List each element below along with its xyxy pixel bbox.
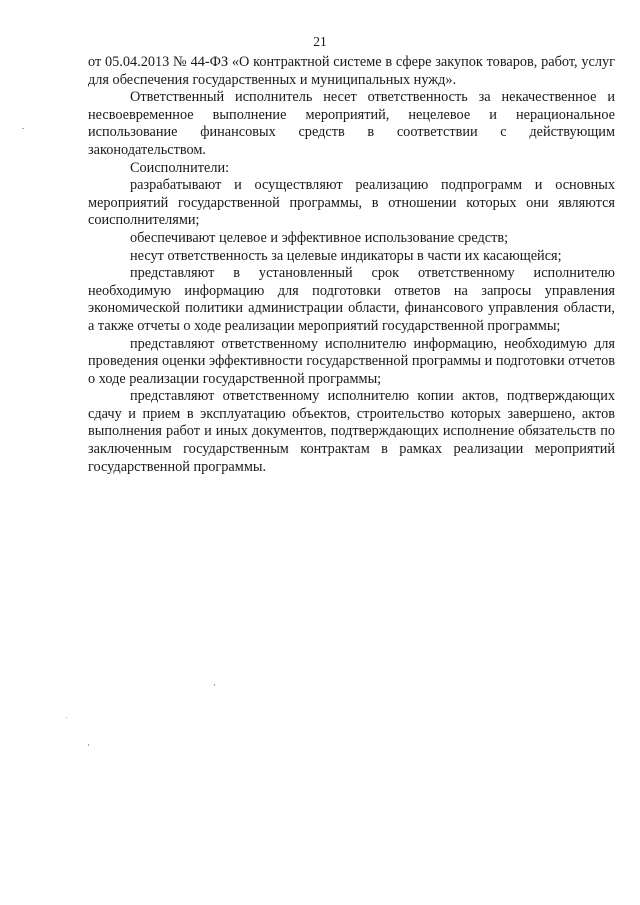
scan-speck xyxy=(88,744,89,746)
paragraph-efficiency-evaluation: представляют ответственному исполнителю информацию, необходимую для проведения оценки эффективности государственной программы и подготовки отчетов о ходе реализации государственной программы; xyxy=(88,335,615,387)
document-body xyxy=(88,54,615,476)
paragraph-responsible-executor: Ответственный исполнитель несет ответственность за некачественное и несвоевременное выполнение мероприятий, нецелевое и нерациональное использование финансовых средств в соответствии с действующим законодательством. xyxy=(88,89,615,158)
paragraph-co-executors-heading: Соисполнители: xyxy=(130,159,230,176)
paragraph-law-reference: от 05.04.2013 № 44-ФЗ «О контрактной системе в сфере закупок товаров, работ, услуг для обеспечения государственных и муниципальных нужд». xyxy=(88,54,615,88)
paragraph-submit-information: представляют в установленный срок ответственному исполнителю необходимую информацию для подготовки ответов на запросы управления экономической политики администрации области, финансового управления области, а также отчеты о ходе реализации мероприятий государственной программы; xyxy=(88,265,615,334)
paragraph-indicators-responsibility: несут ответственность за целевые индикаторы в части их касающейся; xyxy=(130,247,562,264)
paragraph-submit-acts: представляют ответственному исполнителю копии актов, подтверждающих сдачу и прием в эксплуатацию объектов, строительство которых завершено, актов выполнения работ и иных документов, подтверждающих исполнение обязательств по заключенным государственным контрактам в рамках реализации мероприятий государственной программы. xyxy=(88,388,615,475)
scan-speck xyxy=(214,684,215,686)
paragraph-develop-implement: разрабатывают и осуществляют реализацию подпрограмм и основных мероприятий государственной программы, в отношении которых они являются соисполнителями; xyxy=(88,177,615,229)
paragraph-ensure-use-of-funds: обеспечивают целевое и эффективное использование средств; xyxy=(130,229,509,246)
page-number: 21 xyxy=(313,34,327,49)
scan-speck xyxy=(22,128,24,129)
scan-speck xyxy=(66,717,67,718)
